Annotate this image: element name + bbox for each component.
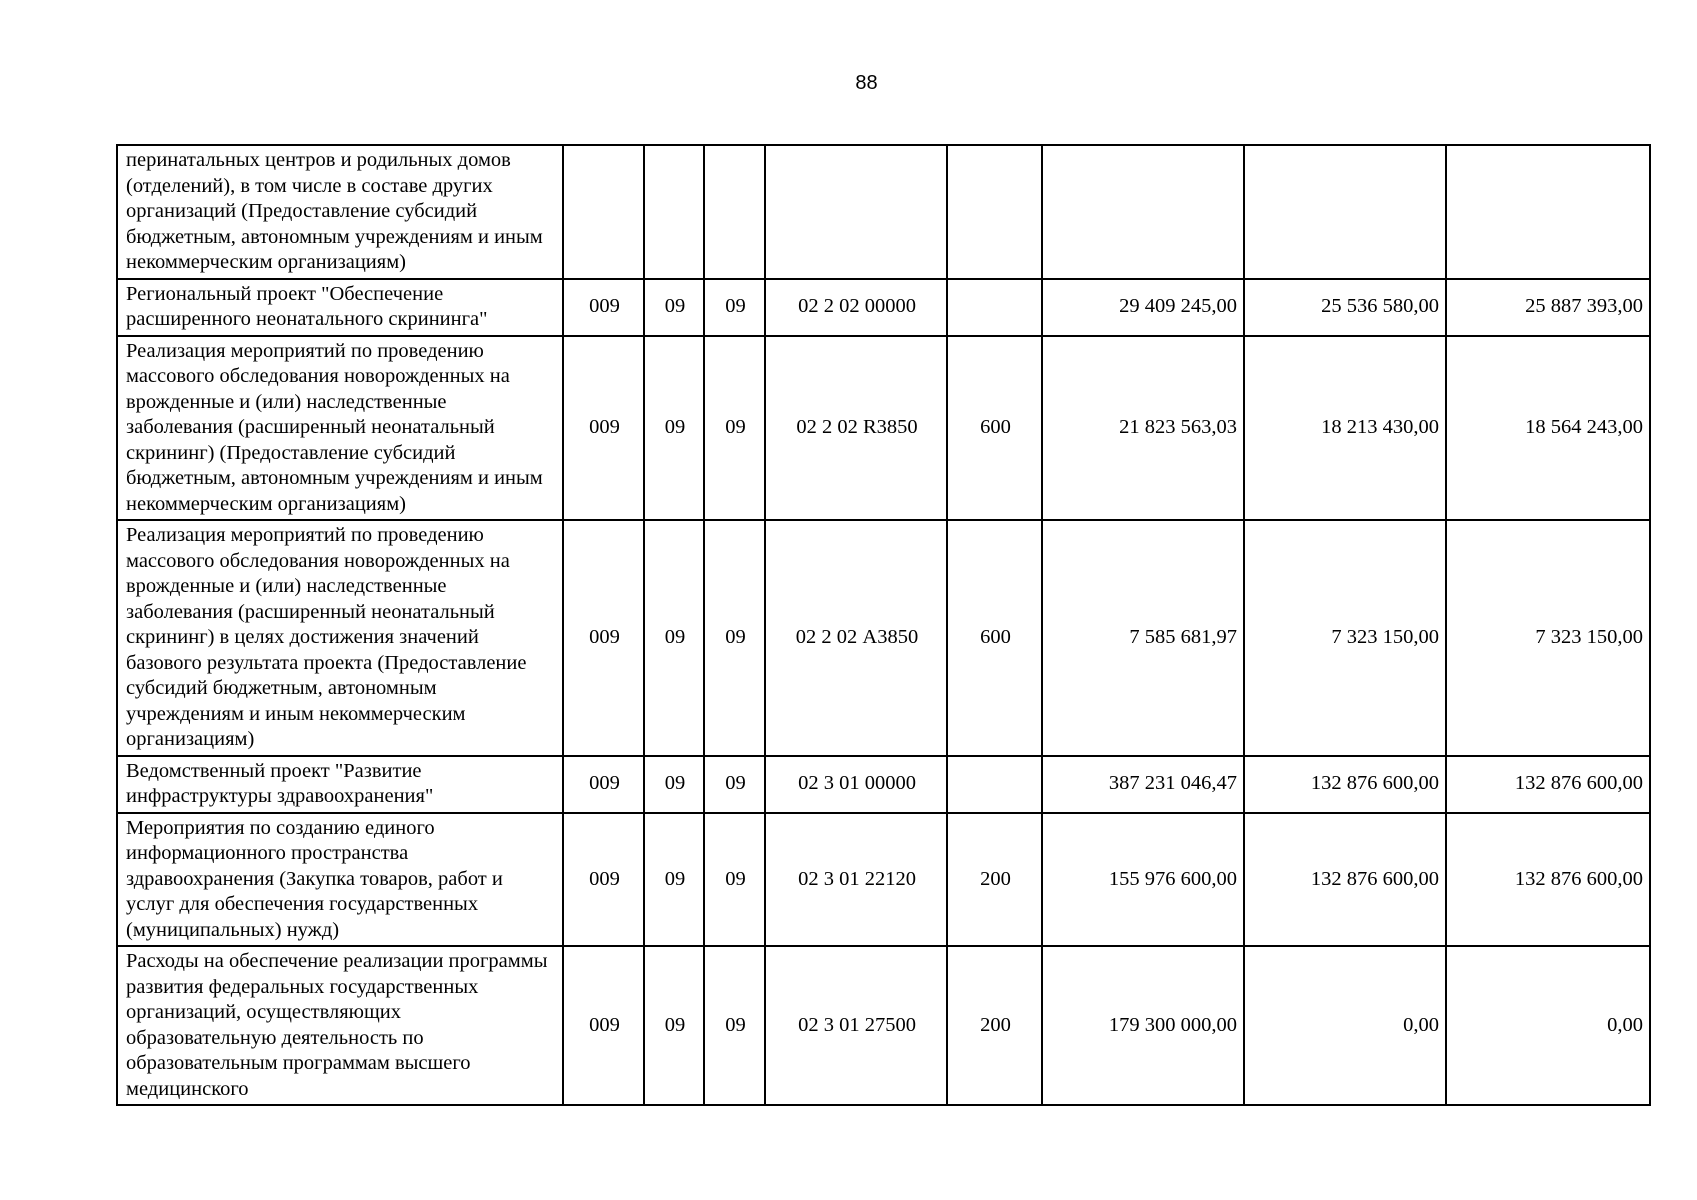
amount-3-cell: 132 876 600,00: [1446, 813, 1650, 947]
expense-type-cell: [947, 145, 1042, 279]
ministry-code-cell: 009: [563, 520, 644, 756]
target-article-cell: 02 2 02 R3850: [765, 336, 947, 521]
amount-2-cell: 25 536 580,00: [1244, 279, 1446, 336]
table-row: [117, 336, 1650, 521]
target-article-cell: [765, 145, 947, 279]
page-number: 88: [855, 72, 878, 94]
description-cell: Региональный проект "Обеспечение расширенного неонатального скрининга": [117, 279, 563, 336]
amount-3-cell: [1446, 145, 1650, 279]
amount-1-cell: 21 823 563,03: [1042, 336, 1244, 521]
subsection-code-cell: 09: [704, 279, 765, 336]
amount-1-cell: 387 231 046,47: [1042, 756, 1244, 813]
target-article-cell: 02 3 01 22120: [765, 813, 947, 947]
section-code-cell: 09: [644, 813, 704, 947]
ministry-code-cell: 009: [563, 946, 644, 1105]
description-cell: Реализация мероприятий по проведению массового обследования новорожденных на врожденные и (или) наследственные заболевания (расширенный неонатальный скрининг) в целях достижения значений базового результата проекта (Предоставление субсидий бюджетным, автономным учреждениям и иным некоммерческим организациям): [117, 520, 563, 756]
amount-3-cell: 25 887 393,00: [1446, 279, 1650, 336]
ministry-code-cell: 009: [563, 813, 644, 947]
amount-2-cell: 18 213 430,00: [1244, 336, 1446, 521]
description-cell: Реализация мероприятий по проведению массового обследования новорожденных на врожденные и (или) наследственные заболевания (расширенный неонатальный скрининг) (Предоставление субсидий бюджетным, автономным учреждениям и иным некоммерческим организациям): [117, 336, 563, 521]
expense-type-cell: 200: [947, 813, 1042, 947]
target-article-cell: 02 3 01 27500: [765, 946, 947, 1105]
target-article-cell: 02 3 01 00000: [765, 756, 947, 813]
amount-2-cell: 0,00: [1244, 946, 1446, 1105]
ministry-code-cell: [563, 145, 644, 279]
amount-1-cell: 155 976 600,00: [1042, 813, 1244, 947]
amount-2-cell: [1244, 145, 1446, 279]
subsection-code-cell: 09: [704, 946, 765, 1105]
description-cell: перинатальных центров и родильных домов (отделений), в том числе в составе других организаций (Предоставление субсидий бюджетным, автономным учреждениям и иным некоммерческим организациям): [117, 145, 563, 279]
expense-type-cell: 600: [947, 520, 1042, 756]
section-code-cell: 09: [644, 279, 704, 336]
budget-table: [116, 144, 1651, 1106]
table-row: [117, 145, 1650, 279]
subsection-code-cell: 09: [704, 756, 765, 813]
section-code-cell: 09: [644, 946, 704, 1105]
expense-type-cell: 200: [947, 946, 1042, 1105]
amount-3-cell: 0,00: [1446, 946, 1650, 1105]
table-row: [117, 813, 1650, 947]
ministry-code-cell: 009: [563, 336, 644, 521]
ministry-code-cell: 009: [563, 756, 644, 813]
amount-2-cell: 7 323 150,00: [1244, 520, 1446, 756]
table-row: [117, 756, 1650, 813]
description-cell: Мероприятия по созданию единого информационного пространства здравоохранения (Закупка товаров, работ и услуг для обеспечения государственных (муниципальных) нужд): [117, 813, 563, 947]
section-code-cell: 09: [644, 520, 704, 756]
table-row: [117, 946, 1650, 1105]
target-article-cell: 02 2 02 00000: [765, 279, 947, 336]
expense-type-cell: [947, 756, 1042, 813]
subsection-code-cell: 09: [704, 520, 765, 756]
subsection-code-cell: 09: [704, 813, 765, 947]
section-code-cell: 09: [644, 756, 704, 813]
amount-3-cell: 132 876 600,00: [1446, 756, 1650, 813]
subsection-code-cell: 09: [704, 336, 765, 521]
table-row: [117, 279, 1650, 336]
section-code-cell: 09: [644, 336, 704, 521]
amount-3-cell: 7 323 150,00: [1446, 520, 1650, 756]
amount-1-cell: 7 585 681,97: [1042, 520, 1244, 756]
amount-2-cell: 132 876 600,00: [1244, 813, 1446, 947]
amount-1-cell: 29 409 245,00: [1042, 279, 1244, 336]
ministry-code-cell: 009: [563, 279, 644, 336]
expense-type-cell: [947, 279, 1042, 336]
amount-2-cell: 132 876 600,00: [1244, 756, 1446, 813]
description-cell: Ведомственный проект "Развитие инфраструктуры здравоохранения": [117, 756, 563, 813]
expense-type-cell: 600: [947, 336, 1042, 521]
section-code-cell: [644, 145, 704, 279]
description-cell: Расходы на обеспечение реализации программы развития федеральных государственных организаций, осуществляющих образовательную деятельность по образовательным программам высшего медицинского: [117, 946, 563, 1105]
amount-1-cell: [1042, 145, 1244, 279]
amount-3-cell: 18 564 243,00: [1446, 336, 1650, 521]
subsection-code-cell: [704, 145, 765, 279]
amount-1-cell: 179 300 000,00: [1042, 946, 1244, 1105]
table-row: [117, 520, 1650, 756]
target-article-cell: 02 2 02 А3850: [765, 520, 947, 756]
